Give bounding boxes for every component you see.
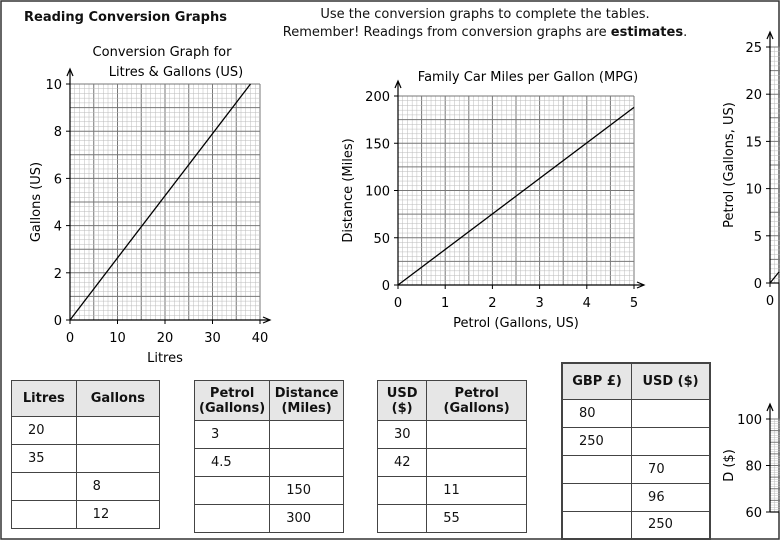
table-cell[interactable]: [270, 421, 344, 449]
table-cell[interactable]: 4.5: [195, 449, 270, 477]
chart-3: [722, 32, 780, 309]
x-tick-label: 5: [629, 296, 639, 311]
table-gbp-usd: [561, 362, 711, 540]
y-tick-label: 200: [365, 90, 390, 105]
table-cell[interactable]: [427, 449, 527, 477]
table-cell[interactable]: 300: [270, 505, 344, 533]
chart-1: [29, 45, 270, 366]
y-axis-label: Distance (Miles): [341, 138, 356, 243]
table-cell[interactable]: [632, 427, 710, 455]
table-cell[interactable]: 30: [378, 421, 427, 449]
table-header: Petrol (Gallons): [195, 381, 270, 421]
y-axis-label: Gallons (US): [29, 161, 44, 243]
y-axis-label: D ($): [722, 449, 737, 482]
table-header: Petrol (Gallons): [427, 381, 527, 421]
y-tick-label: 5: [753, 229, 762, 245]
y-tick-label: 6: [53, 172, 62, 188]
y-axis-label: Petrol (Gallons, US): [722, 102, 737, 228]
table-cell[interactable]: 96: [632, 483, 710, 511]
table-cell[interactable]: 80: [562, 399, 632, 427]
table-cell[interactable]: [378, 505, 427, 533]
x-tick-label: 30: [204, 331, 221, 346]
y-tick-label: 25: [745, 41, 762, 56]
x-axis-label: Petrol (Gallons, US): [453, 316, 579, 331]
y-tick-label: 15: [745, 135, 762, 151]
table-litres-gallons: [11, 380, 160, 529]
table-cell[interactable]: [378, 477, 427, 505]
y-tick-label: 0: [753, 277, 762, 292]
instruction-line-1: Use the conversion graphs to complete the tables.: [320, 7, 650, 22]
y-tick-label: 100: [737, 413, 762, 428]
table-cell[interactable]: 35: [12, 445, 77, 473]
x-tick-label: 40: [251, 331, 269, 346]
y-tick-label: 80: [745, 459, 762, 475]
x-tick-label: 0: [765, 294, 775, 309]
y-tick-label: 50: [373, 231, 390, 247]
y-tick-label: 2: [53, 266, 62, 282]
y-tick-label: 0: [53, 314, 62, 329]
chart-title-line-1: Conversion Graph for: [92, 45, 232, 60]
table-petrol-distance: [194, 380, 344, 533]
table-cell[interactable]: [632, 399, 710, 427]
x-tick-label: 2: [488, 296, 497, 311]
table-cell[interactable]: 250: [632, 511, 710, 539]
table-cell[interactable]: [562, 455, 632, 483]
table-cell[interactable]: [76, 445, 159, 473]
chart-title-line-2: Litres & Gallons (US): [108, 65, 244, 80]
table-cell[interactable]: 250: [562, 427, 632, 455]
table-cell[interactable]: [427, 421, 527, 449]
table-cell[interactable]: 55: [427, 505, 527, 533]
table-cell[interactable]: 8: [76, 473, 159, 501]
table-cell[interactable]: [12, 473, 77, 501]
table-cell[interactable]: 150: [270, 477, 344, 505]
table-header: GBP £): [562, 363, 632, 399]
x-tick-label: 0: [65, 331, 75, 346]
table-cell[interactable]: [195, 477, 270, 505]
table-usd-petrol: [377, 380, 527, 533]
table-cell[interactable]: 70: [632, 455, 710, 483]
y-tick-label: 100: [365, 184, 390, 200]
x-tick-label: 10: [109, 331, 126, 346]
y-tick-label: 60: [745, 506, 762, 521]
table-header: Gallons: [76, 381, 159, 417]
chart-2: [341, 70, 644, 331]
x-tick-label: 0: [393, 296, 403, 311]
table-cell[interactable]: 11: [427, 477, 527, 505]
table-cell[interactable]: [195, 505, 270, 533]
table-cell[interactable]: 20: [12, 417, 77, 445]
x-tick-label: 20: [156, 331, 174, 346]
y-tick-label: 8: [53, 125, 62, 141]
y-tick-label: 4: [53, 219, 62, 235]
y-tick-label: 0: [381, 279, 390, 294]
x-tick-label: 4: [582, 296, 591, 311]
table-cell[interactable]: [562, 483, 632, 511]
table-header: Litres: [12, 381, 77, 417]
table-cell[interactable]: 12: [76, 501, 159, 529]
table-cell[interactable]: [12, 501, 77, 529]
y-tick-label: 10: [745, 182, 762, 198]
instruction-line-2: Remember! Readings from conversion graphs are estimates.: [282, 25, 688, 40]
table-header: Distance (Miles): [270, 381, 344, 421]
table-header: USD ($): [378, 381, 427, 421]
x-tick-label: 1: [441, 296, 450, 311]
table-cell[interactable]: 42: [378, 449, 427, 477]
table-cell[interactable]: [270, 449, 344, 477]
y-tick-label: 20: [745, 88, 762, 104]
chart-title: Family Car Miles per Gallon (MPG): [417, 70, 639, 85]
page-title: Reading Conversion Graphs: [24, 10, 227, 25]
x-axis-label: Litres: [147, 351, 183, 366]
table-cell[interactable]: [76, 417, 159, 445]
table-cell[interactable]: 3: [195, 421, 270, 449]
table-header: USD ($): [632, 363, 710, 399]
x-tick-label: 3: [535, 296, 544, 311]
table-cell[interactable]: [562, 511, 632, 539]
y-tick-label: 10: [45, 78, 62, 93]
y-tick-label: 150: [365, 137, 390, 153]
chart-4: [722, 404, 780, 521]
